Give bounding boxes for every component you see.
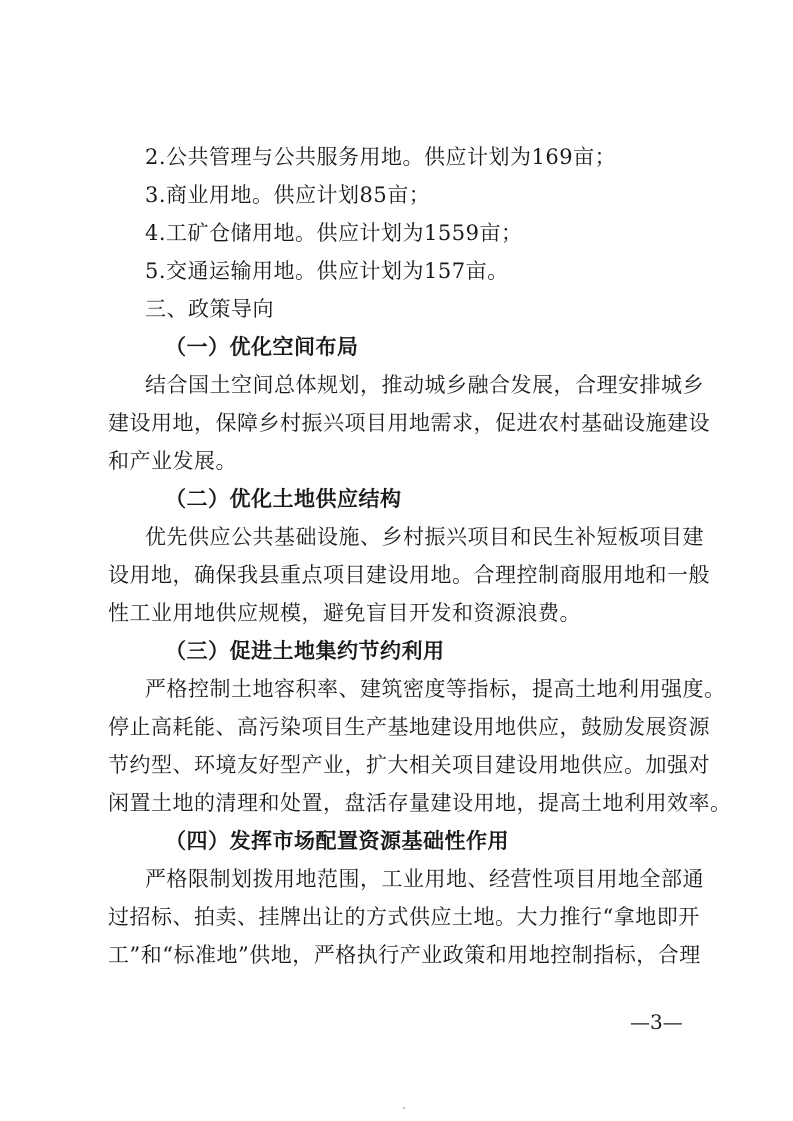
paragraph-1-line-3: 和产业发展。	[108, 449, 237, 473]
plan-item-4: 4.工矿仓储用地。供应计划为1559亩；	[145, 221, 523, 245]
paragraph-3-line-1: 严格控制土地容积率、建筑密度等指标，提高土地利用强度。	[145, 677, 726, 701]
scan-speck	[403, 1107, 405, 1109]
plan-item-2: 2.公共管理与公共服务用地。供应计划为169亩；	[145, 145, 617, 169]
paragraph-3-line-2: 停止高耗能、高污染项目生产基地建设用地供应，鼓励发展资源	[108, 715, 710, 739]
paragraph-4-line-3: 工”和“标准地”供地，严格执行产业政策和用地控制指标，合理	[108, 943, 701, 967]
paragraph-2-line-1: 优先供应公共基础设施、乡村振兴项目和民生补短板项目建	[145, 525, 704, 549]
paragraph-4-line-2: 过招标、拍卖、挂牌出让的方式供应土地。大力推行“拿地即开	[108, 905, 700, 929]
subheading-4: （四）发挥市场配置资源基础性作用	[165, 829, 509, 853]
paragraph-2-line-2: 设用地，确保我县重点项目建设用地。合理控制商服用地和一般	[108, 563, 710, 587]
paragraph-1-line-1: 结合国土空间总体规划，推动城乡融合发展，合理安排城乡	[145, 373, 704, 397]
paragraph-4-line-1: 严格限制划拨用地范围，工业用地、经营性项目用地全部通	[145, 867, 704, 891]
paragraph-3-line-3: 节约型、环境友好型产业，扩大相关项目建设用地供应。加强对	[108, 753, 710, 777]
subheading-3: （三）促进土地集约节约利用	[165, 639, 445, 663]
subheading-1: （一）优化空间布局	[165, 335, 359, 359]
subheading-2: （二）优化土地供应结构	[165, 487, 402, 511]
paragraph-3-line-4: 闲置土地的清理和处置，盘活存量建设用地，提高土地利用效率。	[108, 791, 732, 815]
plan-item-5: 5.交通运输用地。供应计划为157亩。	[145, 259, 509, 283]
section-heading-policy: 三、政策导向	[145, 297, 274, 321]
page-number: —3—	[630, 1010, 683, 1034]
paragraph-1-line-2: 建设用地，保障乡村振兴项目用地需求，促进农村基础设施建设	[108, 411, 710, 435]
plan-item-3: 3.商业用地。供应计划85亩；	[145, 183, 431, 207]
paragraph-2-line-3: 性工业用地供应规模，避免盲目开发和资源浪费。	[108, 601, 581, 625]
